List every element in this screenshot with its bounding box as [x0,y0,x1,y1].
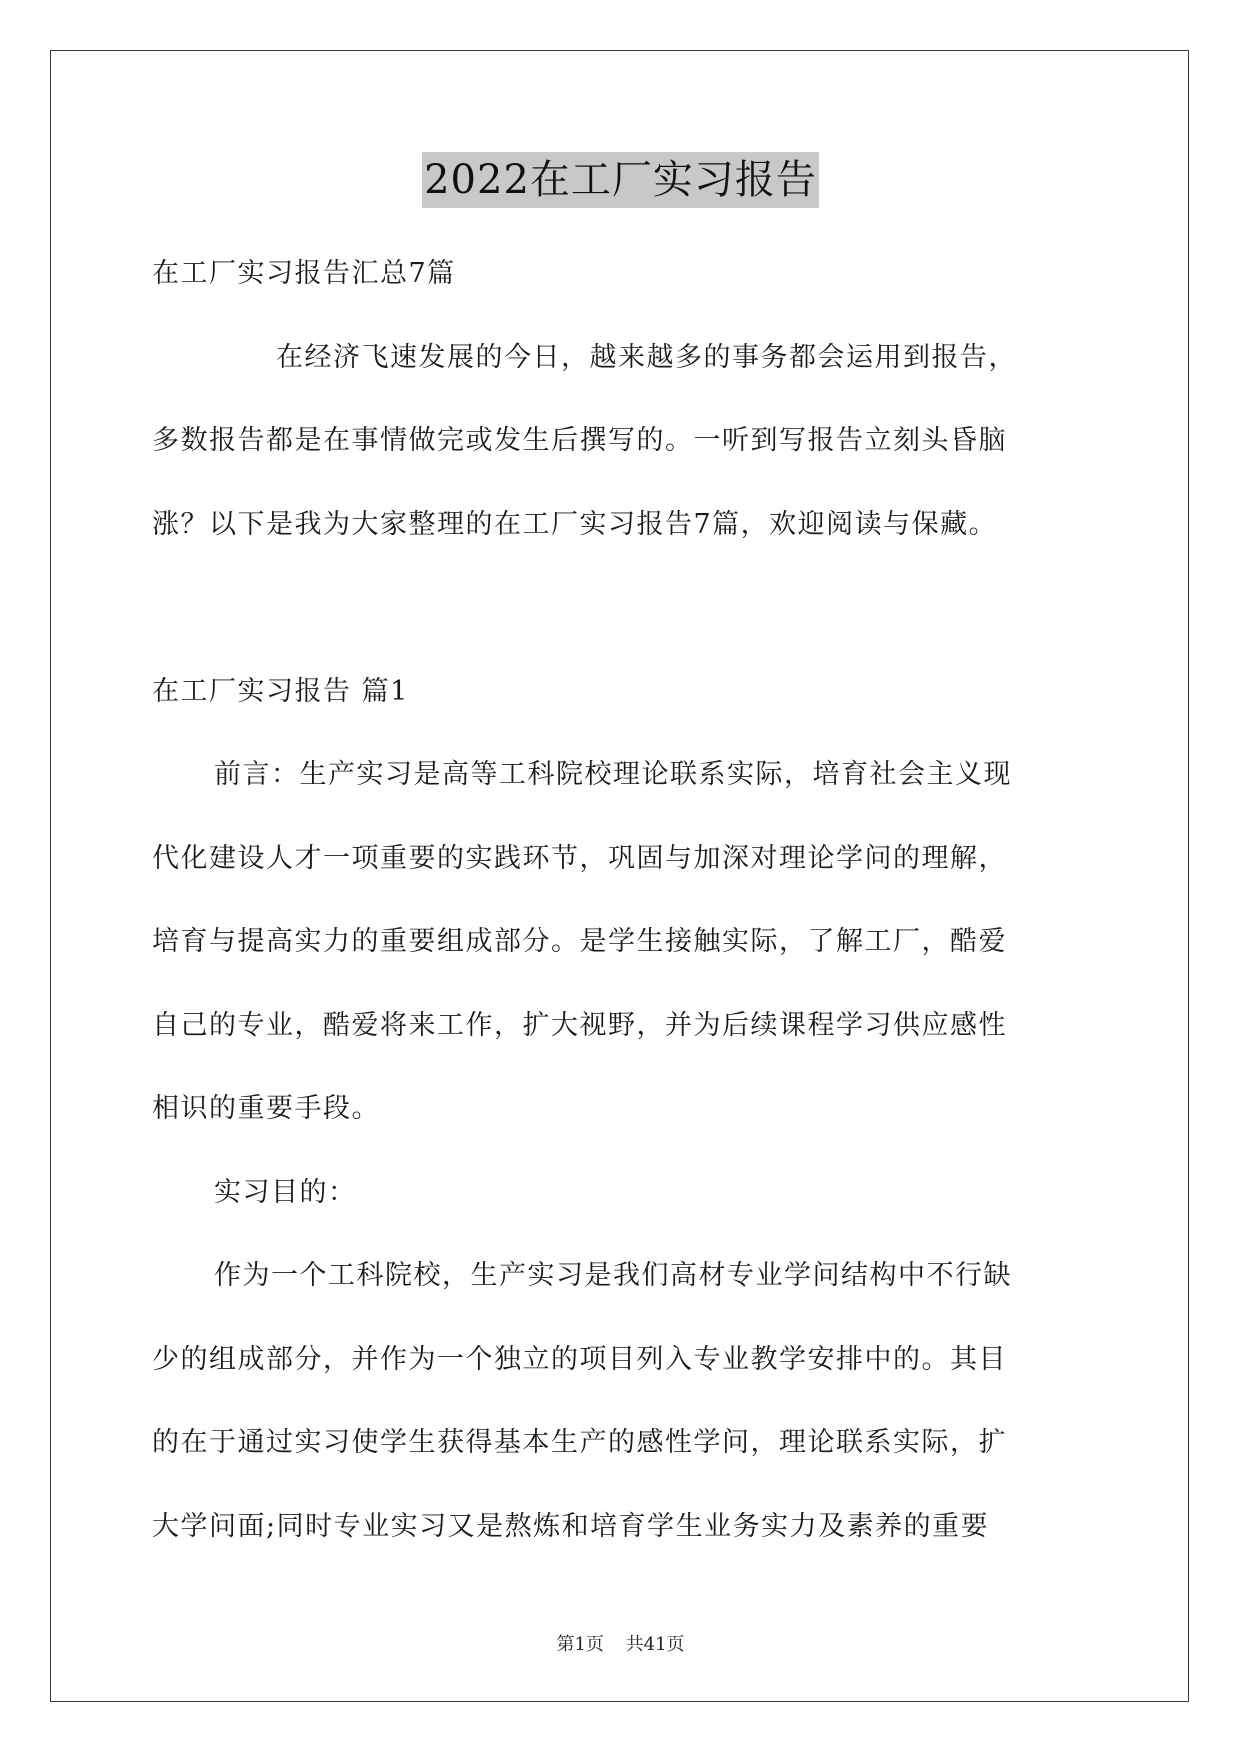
purpose-line-4: 大学问面;同时专业实习又是熬炼和培育学生业务实力及素养的重要 [152,1510,990,1542]
total-pages: 共41页 [625,1634,685,1655]
document-subtitle: 在工厂实习报告汇总7篇 [152,258,456,289]
intro-line-3: 涨？以下是我为大家整理的在工厂实习报告7篇，欢迎阅读与保藏。 [152,508,998,540]
document-body [152,232,1090,1568]
preface-line-3: 培育与提高实力的重要组成部分。是学生接触实际，了解工厂，酷爱 [152,926,1007,957]
purpose-line-2: 少的组成部分，并作为一个独立的项目列入专业教学安排中的。其目 [152,1343,1007,1375]
document-title: 2022在工厂实习报告 [422,152,819,208]
section-heading: 在工厂实习报告 篇1 [152,675,409,707]
purpose-heading: 实习目的： [214,1176,357,1208]
title-container [0,152,1241,208]
purpose-line-3: 的在于通过实习使学生获得基本生产的感性学问，理论联系实际，扩 [152,1427,1007,1458]
intro-line-2: 多数报告都是在事情做完或发生后撰写的。一听到写报告立刻头昏脑 [152,425,1007,456]
intro-line-1: 在经济飞速发展的今日，越来越多的事务都会运用到报告， [276,341,1017,373]
blank-line [152,566,1090,650]
page-footer [0,1630,1241,1656]
preface-line-4: 自己的专业，酷爱将来工作，扩大视野，并为后续课程学习供应感性 [152,1009,1007,1041]
page-number: 第1页 [556,1634,604,1655]
purpose-line-1: 作为一个工科院校，生产实习是我们高材专业学问结构中不行缺 [214,1260,1012,1291]
preface-line-5: 相识的重要手段。 [152,1093,380,1124]
preface-line-2: 代化建设人才一项重要的实践环节，巩固与加深对理论学问的理解， [152,842,1007,874]
preface-line-1: 前言：生产实习是高等工科院校理论联系实际，培育社会主义现 [214,759,1012,790]
